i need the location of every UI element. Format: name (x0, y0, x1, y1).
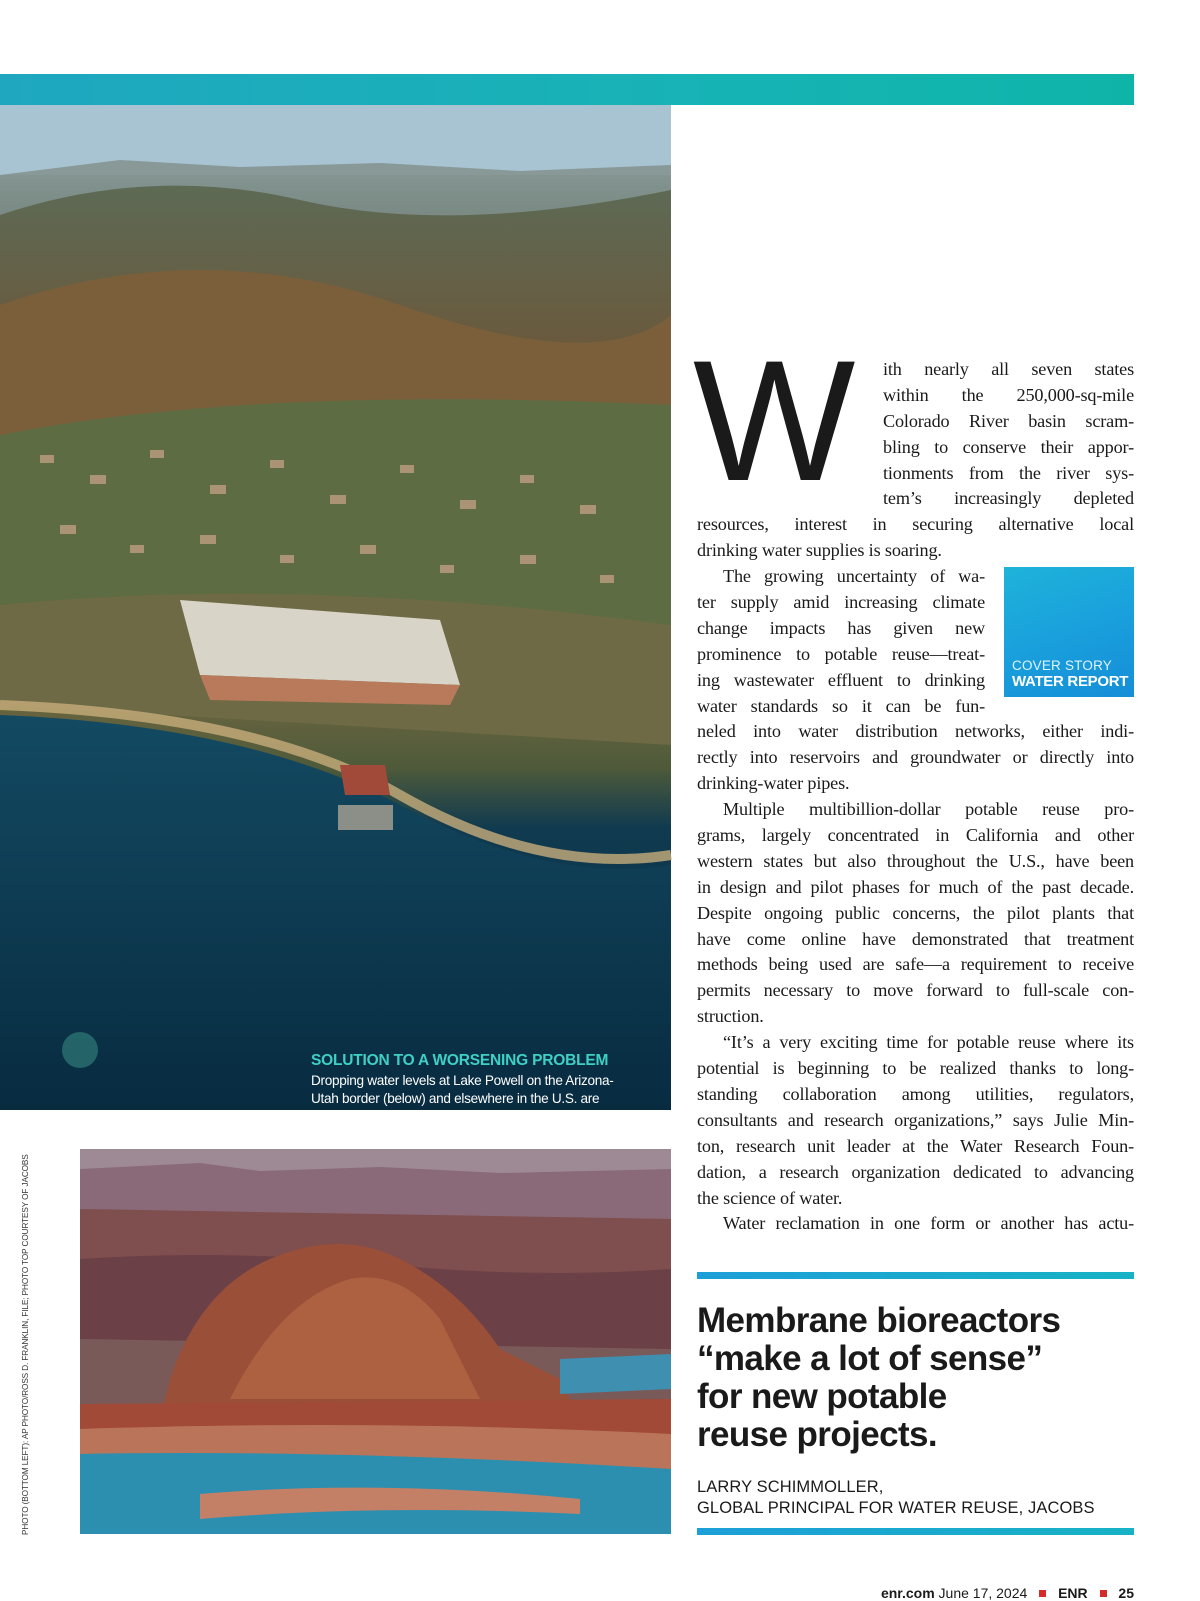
article-line: Colorado River basin scram- (883, 410, 1134, 431)
article-line: dation, a research organization dedicated to advancing (697, 1161, 1134, 1182)
article-line: ton, research unit leader at the Water Research Foun- (697, 1135, 1134, 1156)
article-line: struction. (697, 1006, 764, 1027)
aerial-facility-photo (0, 105, 671, 1142)
article-line: potential is beginning to be realized thanks to long- (697, 1058, 1134, 1079)
page-number: 25 (1118, 1585, 1134, 1601)
article-line: “It’s a very exciting time for potable reuse where its (723, 1032, 1134, 1053)
article-line: the science of water. (697, 1187, 843, 1208)
pull-quote-line: “make a lot of sense” (697, 1339, 1043, 1378)
footer-date: June 17, 2024 (938, 1585, 1028, 1601)
footer-site[interactable]: enr.com (880, 1585, 935, 1601)
article-line: standing collaboration among utilities, regulators, (697, 1083, 1134, 1104)
aerial-photo-illustration (0, 105, 671, 1110)
caption-line: project in California (above), which will blend effluent (311, 1127, 611, 1142)
pull-quote-bottom-rule (697, 1528, 1134, 1535)
pull-quote (697, 1302, 1134, 1454)
article-line: rectly into reservoirs and groundwater or directly into (697, 747, 1134, 768)
article-line: grams, largely concentrated in California and other (697, 825, 1134, 846)
article-line: drinking water supplies is soaring. (697, 540, 942, 561)
page-footer (881, 1585, 1134, 1601)
caption-line: Dropping water levels at Lake Powell on the Arizona- (311, 1073, 614, 1088)
footer-magazine: ENR (1058, 1585, 1088, 1601)
article-line: Water reclamation in one form or another has actu- (723, 1213, 1134, 1234)
article-line: within the 250,000-sq-mile (883, 384, 1134, 405)
pull-quote-line: for new potable (697, 1377, 947, 1416)
article-line: tem’s increasingly depleted (883, 488, 1134, 509)
article-line: bling to conserve their appor- (883, 436, 1134, 457)
article-line: resources, interest in securing alternative local (697, 514, 1134, 535)
drop-cap: W (693, 325, 850, 517)
caption-title: SOLUTION TO A WORSENING PROBLEM (311, 1052, 609, 1069)
footer-separator-icon (1100, 1590, 1107, 1597)
article-line: ith nearly all seven states (883, 359, 1134, 379)
article-body (693, 325, 1134, 1237)
article-line: The growing uncertainty of wa- (723, 566, 985, 587)
article-line: Despite ongoing public concerns, the pilot plants that (697, 902, 1134, 923)
pull-quote-attribution (697, 1477, 1134, 1519)
article-line: Multiple multibillion-dollar potable reuse pro- (723, 799, 1134, 820)
article-line: permits necessary to move forward to full-scale con- (697, 980, 1134, 1001)
caption-line: Utah border (below) and elsewhere in the U.S. are (311, 1091, 600, 1106)
attribution-name: LARRY SCHIMMOLLER, (697, 1478, 884, 1496)
article-line: ing wastewater effluent to drinking (697, 669, 985, 690)
lake-powell-illustration (80, 1149, 671, 1534)
article-line: methods being used are safe—a requirement to receive (697, 954, 1134, 975)
article-line: in design and pilot phases for much of the past decade. (697, 876, 1134, 897)
caption-line: driving efforts such as the Las Virgenes-Triunfo (311, 1109, 581, 1124)
pull-quote-line: reuse projects. (697, 1415, 937, 1454)
article-line: prominence to potable reuse—treat- (697, 643, 985, 664)
footer-separator-icon (1039, 1590, 1046, 1597)
article-line: ter supply amid increasing climate (697, 592, 985, 613)
pull-quote-top-rule (697, 1272, 1134, 1279)
photo-credit: PHOTO (BOTTOM LEFT): AP PHOTO/ROSS D. FRANKLIN, FILE; PHOTO TOP COURTESY OF JACOBS (21, 1154, 30, 1535)
badge-title: WATER REPORT (1012, 673, 1129, 690)
top-accent-bar (0, 74, 1134, 105)
cover-story-badge (1004, 567, 1134, 697)
article-line: western states but also throughout the U.S., have been (697, 850, 1134, 871)
pull-quote-line: Membrane bioreactors (697, 1301, 1061, 1340)
article-line: have come online have demonstrated that treatment (697, 928, 1134, 949)
badge-kicker: COVER STORY (1012, 658, 1112, 673)
lake-powell-photo (80, 1149, 671, 1534)
article-line: neled into water distribution networks, either indi- (697, 721, 1134, 742)
article-line: water standards so it can be fun- (697, 695, 985, 716)
attribution-title: GLOBAL PRINCIPAL FOR WATER REUSE, JACOBS (697, 1499, 1095, 1517)
article-line: tionments from the river sys- (883, 462, 1134, 483)
article-line: drinking-water pipes. (697, 773, 850, 794)
article-line: consultants and research organizations,” says Julie Min- (697, 1109, 1134, 1130)
article-line: change impacts has given new (697, 617, 985, 638)
